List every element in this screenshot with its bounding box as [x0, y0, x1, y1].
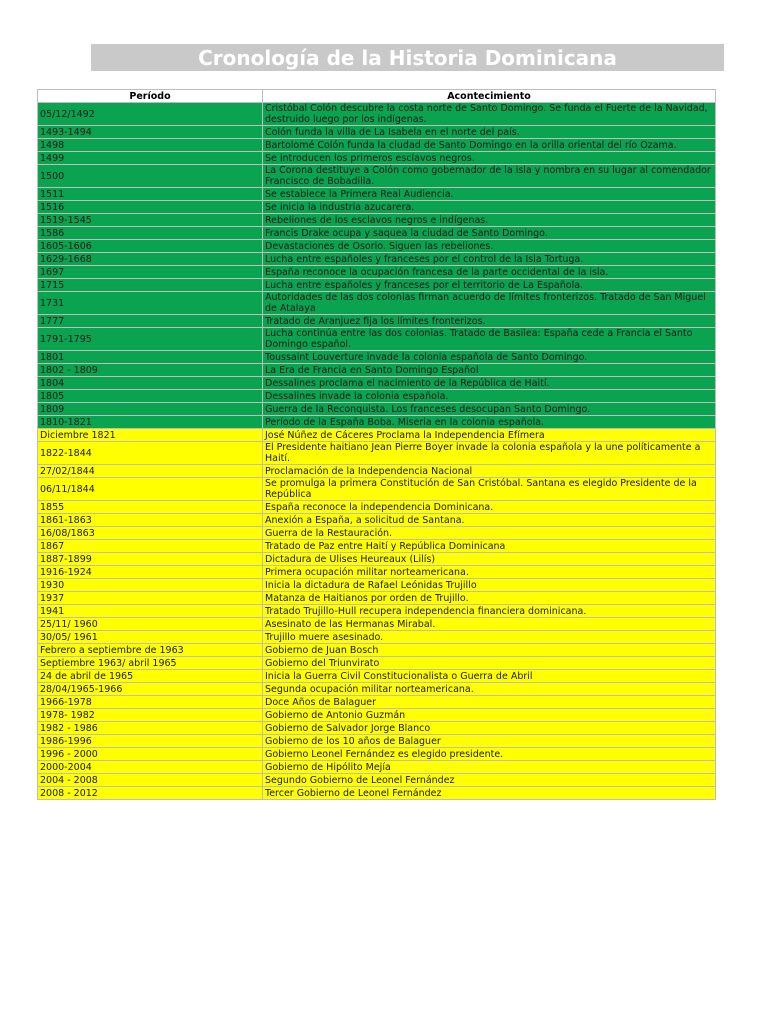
cell-period: 1777: [38, 315, 263, 328]
cell-event: Tratado de Paz entre Haití y República Dominicana: [263, 540, 716, 553]
cell-period: Diciembre 1821: [38, 429, 263, 442]
cell-event: Francis Drake ocupa y saquea la ciudad de Santo Domingo.: [263, 227, 716, 240]
cell-event: Devastaciones de Osorio. Siguen las rebeliones.: [263, 240, 716, 253]
cell-event: Primera ocupación militar norteamericana.: [263, 566, 716, 579]
table-row: [38, 103, 716, 126]
cell-event: Tercer Gobierno de Leonel Fernández: [263, 787, 716, 800]
table-row: [38, 292, 716, 315]
cell-event: Se inicia la industria azucarera.: [263, 201, 716, 214]
title-banner: [91, 44, 724, 71]
table-row: [38, 126, 716, 139]
cell-event: Gobierno de Salvador Jorge Blanco: [263, 722, 716, 735]
table-row: [38, 527, 716, 540]
table-header-row: [38, 90, 716, 103]
cell-event: Gobierno de los 10 años de Balaguer: [263, 735, 716, 748]
table-body: [38, 103, 716, 800]
cell-period: 1500: [38, 165, 263, 188]
cell-event: El Presidente haitiano Jean Pierre Boyer invade la colonia española y la une políticamente a Haití.: [263, 442, 716, 465]
table-row: [38, 465, 716, 478]
cell-period: 1791-1795: [38, 328, 263, 351]
cell-period: 1822-1844: [38, 442, 263, 465]
cell-event: Anexión a España, a solicitud de Santana.: [263, 514, 716, 527]
cell-period: 1930: [38, 579, 263, 592]
cell-event: La Era de Francia en Santo Domingo Español: [263, 364, 716, 377]
cell-event: Dictadura de Ulises Heureaux (Lilís): [263, 553, 716, 566]
cell-event: Cristóbal Colón descubre la costa norte de Santo Domingo. Se funda el Fuerte de la Navidad, destruido luego por los indígenas.: [263, 103, 716, 126]
cell-event: Gobierno de Hipólito Mejía: [263, 761, 716, 774]
cell-event: Tratado de Aranjuez fija los límites fronterizos.: [263, 315, 716, 328]
cell-period: 1937: [38, 592, 263, 605]
table-row: [38, 139, 716, 152]
cell-event: Lucha entre españoles y franceses por el control de la Isla Tortuga.: [263, 253, 716, 266]
table-row: [38, 514, 716, 527]
cell-period: 1586: [38, 227, 263, 240]
cell-period: 1499: [38, 152, 263, 165]
cell-period: 1809: [38, 403, 263, 416]
table-row: [38, 683, 716, 696]
cell-event: Asesinato de las Hermanas Mirabal.: [263, 618, 716, 631]
cell-period: 1941: [38, 605, 263, 618]
table-row: [38, 214, 716, 227]
table-row: [38, 416, 716, 429]
cell-period: 1996 - 2000: [38, 748, 263, 761]
table-row: [38, 761, 716, 774]
cell-period: 1493-1494: [38, 126, 263, 139]
cell-event: Toussaint Louverture invade la colonia española de Santo Domingo.: [263, 351, 716, 364]
cell-period: Septiembre 1963/ abril 1965: [38, 657, 263, 670]
cell-period: 1697: [38, 266, 263, 279]
cell-event: España reconoce la independencia Dominicana.: [263, 501, 716, 514]
cell-period: 1887-1899: [38, 553, 263, 566]
table-row: [38, 227, 716, 240]
table-row: [38, 403, 716, 416]
table-row: [38, 605, 716, 618]
cell-period: 1855: [38, 501, 263, 514]
cell-event: Doce Años de Balaguer: [263, 696, 716, 709]
table-row: [38, 631, 716, 644]
cell-event: Gobierno de Antonio Guzmán: [263, 709, 716, 722]
table-row: [38, 709, 716, 722]
cell-event: Inicia la dictadura de Rafael Leónidas Trujillo: [263, 579, 716, 592]
cell-period: 25/11/ 1960: [38, 618, 263, 631]
table-row: [38, 696, 716, 709]
cell-period: 1966-1978: [38, 696, 263, 709]
cell-event: España reconoce la ocupación francesa de la parte occidental de la isla.: [263, 266, 716, 279]
table-row: [38, 253, 716, 266]
table-row: [38, 328, 716, 351]
table-row: [38, 592, 716, 605]
cell-period: Febrero a septiembre de 1963: [38, 644, 263, 657]
cell-event: Guerra de la Restauración.: [263, 527, 716, 540]
chronology-table: [37, 89, 716, 800]
table-row: [38, 501, 716, 514]
cell-period: 1861-1863: [38, 514, 263, 527]
cell-event: Dessalines proclama el nacimiento de la República de Haití.: [263, 377, 716, 390]
table-row: [38, 670, 716, 683]
cell-period: 1511: [38, 188, 263, 201]
cell-event: Tratado Trujillo-Hull recupera independencia financiera dominicana.: [263, 605, 716, 618]
cell-period: 05/12/1492: [38, 103, 263, 126]
cell-period: 1982 - 1986: [38, 722, 263, 735]
cell-period: 1519-1545: [38, 214, 263, 227]
cell-period: 1801: [38, 351, 263, 364]
table-row: [38, 279, 716, 292]
cell-event: Se promulga la primera Constitución de San Cristóbal. Santana es elegido Presidente de la República: [263, 478, 716, 501]
cell-period: 1805: [38, 390, 263, 403]
table-row: [38, 351, 716, 364]
cell-event: Segunda ocupación militar norteamericana.: [263, 683, 716, 696]
table-row: [38, 735, 716, 748]
cell-event: Lucha continúa entre las dos colonias. Tratado de Basilea: España cede a Francia el Santo Domingo español.: [263, 328, 716, 351]
cell-event: Colón funda la villa de La Isabela en el norte del país.: [263, 126, 716, 139]
cell-period: 2004 - 2008: [38, 774, 263, 787]
table-row: [38, 188, 716, 201]
cell-period: 1802 - 1809: [38, 364, 263, 377]
header-event: Acontecimiento: [263, 90, 716, 103]
cell-period: 06/11/1844: [38, 478, 263, 501]
cell-period: 1629-1668: [38, 253, 263, 266]
cell-event: Gobierno del Triunvirato: [263, 657, 716, 670]
cell-event: Se establece la Primera Real Audiencia.: [263, 188, 716, 201]
cell-period: 16/08/1863: [38, 527, 263, 540]
cell-period: 1731: [38, 292, 263, 315]
table-row: [38, 618, 716, 631]
table-row: [38, 787, 716, 800]
header-period: Período: [38, 90, 263, 103]
cell-event: Segundo Gobierno de Leonel Fernández: [263, 774, 716, 787]
cell-period: 1516: [38, 201, 263, 214]
table-row: [38, 390, 716, 403]
cell-period: 1810-1821: [38, 416, 263, 429]
table-row: [38, 165, 716, 188]
cell-period: 1715: [38, 279, 263, 292]
cell-event: Lucha entre españoles y franceses por el territorio de La Española.: [263, 279, 716, 292]
cell-period: 28/04/1965-1966: [38, 683, 263, 696]
table-row: [38, 540, 716, 553]
cell-event: Se introducen los primeros esclavos negros.: [263, 152, 716, 165]
cell-event: Trujillo muere asesinado.: [263, 631, 716, 644]
cell-event: José Núñez de Cáceres Proclama la Independencia Efímera: [263, 429, 716, 442]
cell-period: 2008 - 2012: [38, 787, 263, 800]
cell-event: La Corona destituye a Colón como gobernador de la isla y nombra en su lugar al comendador Francisco de Bobadilla.: [263, 165, 716, 188]
table-row: [38, 152, 716, 165]
cell-period: 30/05/ 1961: [38, 631, 263, 644]
table-row: [38, 566, 716, 579]
cell-event: Autoridades de las dos colonias firman acuerdo de límites fronterizos. Tratado de San Miguel de Atalaya: [263, 292, 716, 315]
table-row: [38, 657, 716, 670]
table-row: [38, 553, 716, 566]
cell-event: Matanza de Haitianos por orden de Trujillo.: [263, 592, 716, 605]
table-row: [38, 722, 716, 735]
table-row: [38, 315, 716, 328]
cell-event: Guerra de la Reconquista. Los franceses desocupan Santo Domingo.: [263, 403, 716, 416]
cell-period: 27/02/1844: [38, 465, 263, 478]
table-row: [38, 201, 716, 214]
cell-period: 1867: [38, 540, 263, 553]
cell-period: 1978- 1982: [38, 709, 263, 722]
cell-event: Gobierno Leonel Fernández es elegido presidente.: [263, 748, 716, 761]
cell-event: Dessalines invade la colonia española.: [263, 390, 716, 403]
table-row: [38, 240, 716, 253]
cell-period: 1804: [38, 377, 263, 390]
table-row: [38, 478, 716, 501]
cell-period: 1916-1924: [38, 566, 263, 579]
cell-period: 1498: [38, 139, 263, 152]
cell-event: Inicia la Guerra Civil Constitucionalista o Guerra de Abril: [263, 670, 716, 683]
table-row: [38, 442, 716, 465]
document-title: Cronología de la Historia Dominicana: [198, 45, 617, 70]
table-row: [38, 774, 716, 787]
cell-event: Gobierno de Juan Bosch: [263, 644, 716, 657]
cell-period: 1986-1996: [38, 735, 263, 748]
cell-event: Rebeliones de los esclavos negros e indígenas.: [263, 214, 716, 227]
cell-period: 1605-1606: [38, 240, 263, 253]
table-row: [38, 429, 716, 442]
cell-period: 24 de abril de 1965: [38, 670, 263, 683]
table-row: [38, 364, 716, 377]
table-row: [38, 644, 716, 657]
cell-period: 2000-2004: [38, 761, 263, 774]
cell-event: Proclamación de la Independencia Nacional: [263, 465, 716, 478]
cell-event: Bartolomé Colón funda la ciudad de Santo Domingo en la orilla oriental del río Ozama.: [263, 139, 716, 152]
cell-event: Período de la España Boba. Miseria en la colonia española.: [263, 416, 716, 429]
table-row: [38, 377, 716, 390]
table-row: [38, 579, 716, 592]
table-row: [38, 748, 716, 761]
table-row: [38, 266, 716, 279]
